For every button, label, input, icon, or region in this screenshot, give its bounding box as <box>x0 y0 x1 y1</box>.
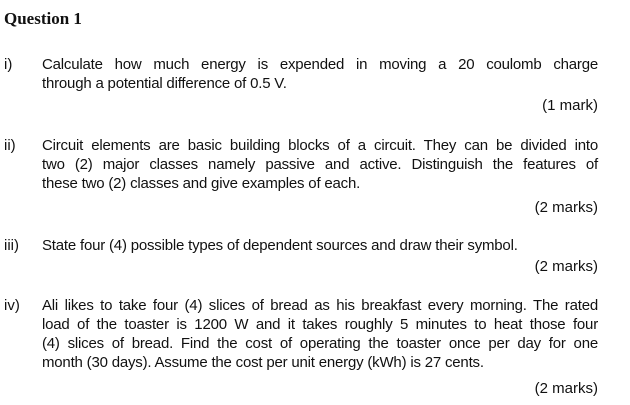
question-number: iv) <box>4 297 20 314</box>
question-text-line: load of the toaster is 1200 W and it takes roughly 5 minutes to heat those four <box>42 316 598 333</box>
question-text-line: State four (4) possible types of dependent sources and draw their symbol. <box>42 237 518 254</box>
question-text-line: Ali likes to take four (4) slices of bread as his breakfast every morning. The rated <box>42 297 598 314</box>
question-number: iii) <box>4 237 19 254</box>
question-text-line: month (30 days). Assume the cost per unit energy (kWh) is 27 cents. <box>42 354 484 371</box>
question-number: ii) <box>4 137 16 154</box>
question-number: i) <box>4 56 13 73</box>
question-text-line: (4) slices of bread. Find the cost of operating the toaster once per day for one <box>42 335 598 352</box>
marks-label: (1 mark) <box>542 97 598 114</box>
marks-label: (2 marks) <box>534 258 598 275</box>
question-text-line: these two (2) classes and give examples of each. <box>42 175 361 192</box>
question-text-line: through a potential difference of 0.5 V. <box>42 75 287 92</box>
marks-label: (2 marks) <box>534 380 598 397</box>
question-title: Question 1 <box>4 9 82 28</box>
marks-label: (2 marks) <box>534 199 598 216</box>
question-text-line: Calculate how much energy is expended in moving a 20 coulomb charge <box>42 56 598 73</box>
question-text-line: Circuit elements are basic building blocks of a circuit. They can be divided into <box>42 137 598 154</box>
question-text-line: two (2) major classes namely passive and active. Distinguish the features of <box>42 156 598 173</box>
